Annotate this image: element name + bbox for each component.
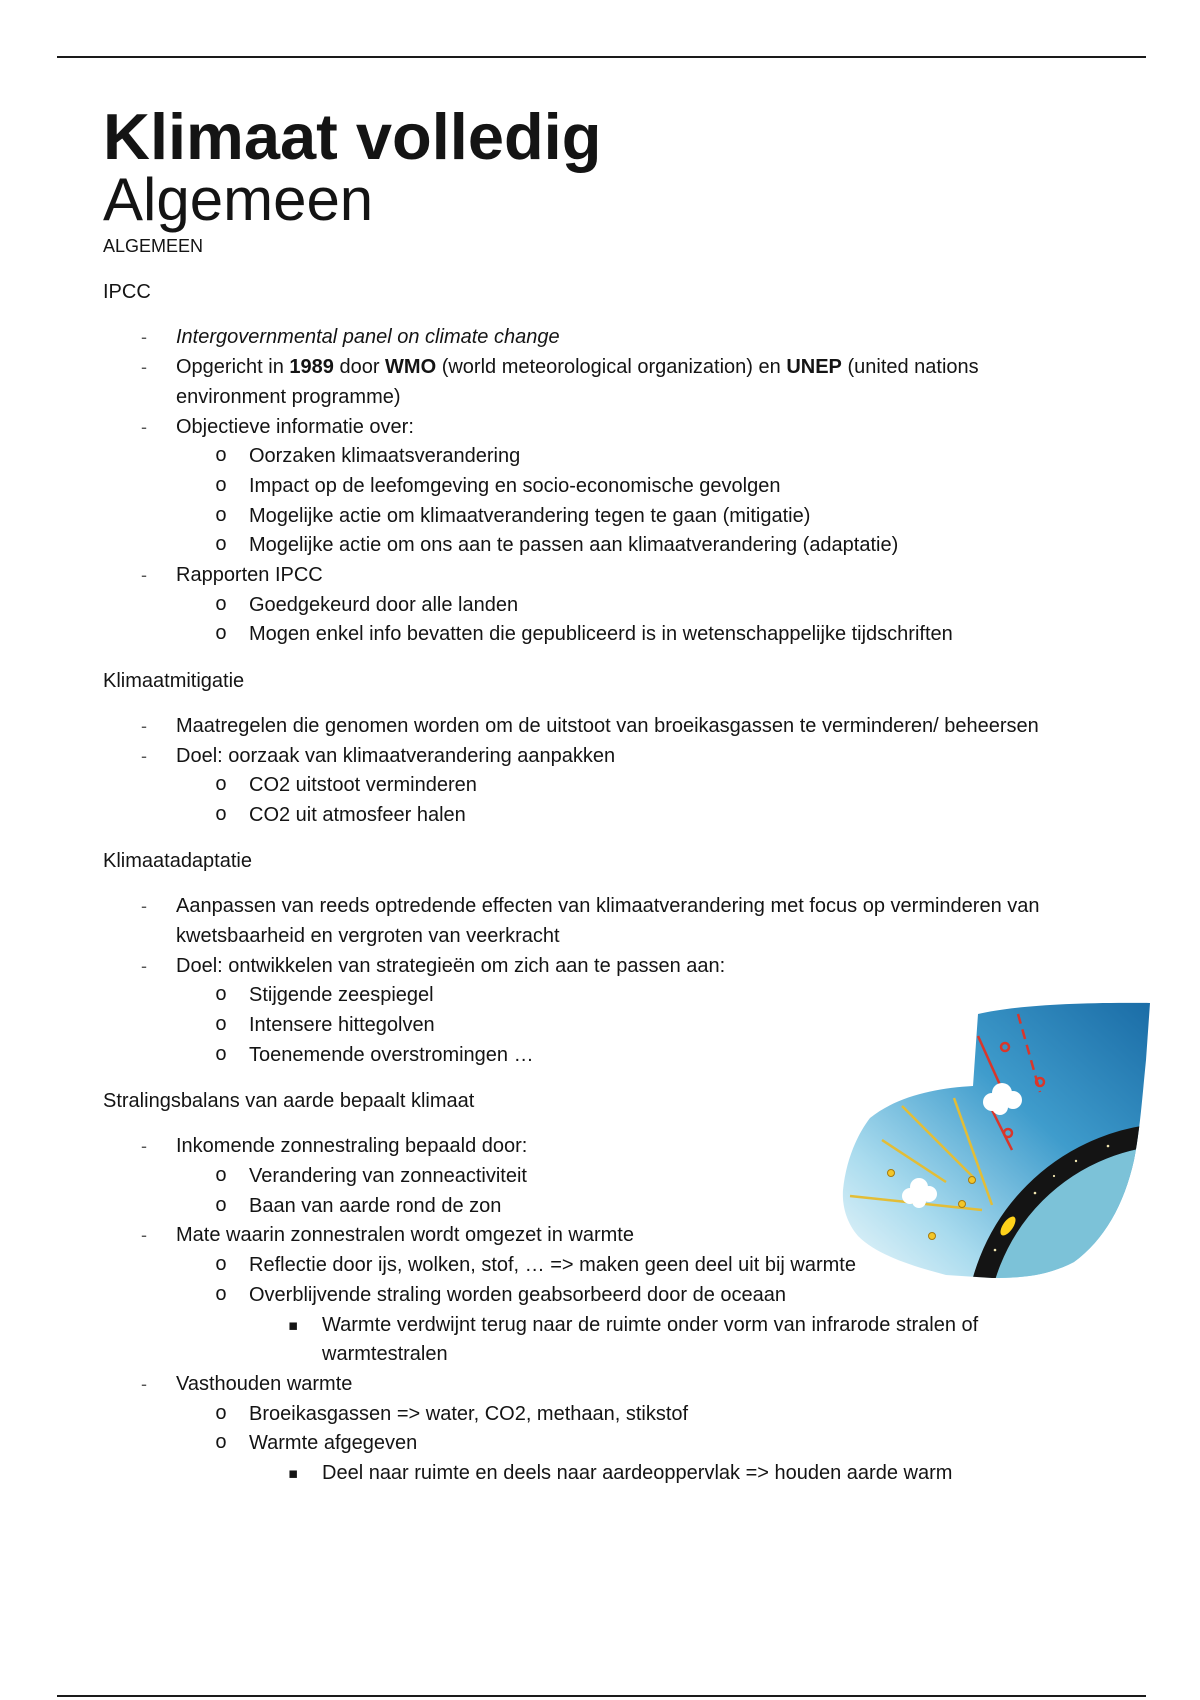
text-segment: (united nations environment programme) bbox=[176, 356, 979, 408]
bullet-dash: - bbox=[141, 1136, 147, 1157]
list-item-text: Aanpassen van reeds optredende effecten van klimaatverandering met focus op verminderen van kwetsbaarheid en vergroten van veerkracht bbox=[176, 895, 1040, 948]
sub-sub-list-item bbox=[103, 1459, 1076, 1489]
bullet-square: ▪ bbox=[288, 1464, 299, 1483]
bullet-dash: - bbox=[141, 745, 147, 766]
list-item-text: Intensere hittegolven bbox=[249, 1014, 435, 1037]
sub-list-item bbox=[103, 801, 1076, 831]
sub-sub-list-item bbox=[103, 1311, 1076, 1370]
document-body bbox=[103, 100, 1076, 1489]
chapter-heading: Algemeen bbox=[103, 166, 374, 233]
bullet-circle: o bbox=[215, 803, 228, 827]
bullet-circle: o bbox=[215, 1043, 228, 1067]
list-item-text: CO2 uit atmosfeer halen bbox=[249, 803, 466, 826]
bullet-circle: o bbox=[215, 623, 228, 647]
list-item bbox=[103, 353, 1076, 412]
sub-list bbox=[103, 771, 1076, 830]
sub-list bbox=[103, 1162, 1076, 1221]
sub-list-item bbox=[103, 1011, 1076, 1041]
section-heading-radiation-balance: Stralingsbalans van aarde bepaalt klimaat bbox=[103, 1090, 475, 1113]
sub-list-item bbox=[103, 1192, 1076, 1222]
list-item bbox=[103, 413, 1076, 562]
section-heading-ipcc: IPCC bbox=[103, 281, 151, 304]
sub-list bbox=[103, 591, 1076, 650]
section-heading-adaptation: Klimaatadaptatie bbox=[103, 850, 252, 873]
bullet-dash: - bbox=[141, 896, 147, 917]
list-item-text: Broeikasgassen => water, CO2, methaan, stikstof bbox=[249, 1402, 689, 1425]
sub-list-item bbox=[103, 502, 1076, 532]
adaptation-list bbox=[103, 892, 1076, 1070]
bullet-circle: o bbox=[215, 445, 228, 469]
list-item-text: Intergovernmental panel on climate change bbox=[176, 326, 560, 349]
section-label: ALGEMEEN bbox=[103, 236, 204, 256]
list-item bbox=[103, 892, 1076, 951]
list-item-text: Mogelijke actie om ons aan te passen aan klimaatverandering (adaptatie) bbox=[249, 534, 899, 557]
list-item-text: Baan van aarde rond de zon bbox=[249, 1194, 502, 1217]
sub-list-item bbox=[103, 981, 1076, 1011]
bullet-circle: o bbox=[215, 1254, 228, 1278]
list-item-text: Oorzaken klimaatsverandering bbox=[249, 445, 521, 468]
list-item bbox=[103, 1132, 1076, 1221]
list-item bbox=[103, 323, 1076, 353]
bullet-dash: - bbox=[141, 955, 147, 976]
document-title: Klimaat volledig bbox=[103, 100, 602, 173]
list-item-text: Mogelijke actie om klimaatverandering tegen te gaan (mitigatie) bbox=[249, 504, 811, 527]
sub-list bbox=[103, 981, 1076, 1070]
text-segment: (world meteorological organization) en bbox=[436, 356, 787, 379]
sub-list-item bbox=[103, 1400, 1076, 1430]
list-item-text: Mate waarin zonnestralen wordt omgezet in warmte bbox=[176, 1224, 634, 1247]
text-segment: door bbox=[333, 356, 386, 379]
list-item-text: Overblijvende straling worden geabsorbeerd door de oceaan bbox=[249, 1283, 787, 1306]
list-item-text: CO2 uitstoot verminderen bbox=[249, 774, 477, 797]
list-item-text: Objectieve informatie over: bbox=[176, 415, 414, 438]
sub-list-item bbox=[103, 620, 1076, 650]
text-segment: Opgericht in bbox=[176, 356, 290, 379]
list-item-text: Goedgekeurd door alle landen bbox=[249, 593, 519, 616]
list-item-text: Doel: oorzaak van klimaatverandering aanpakken bbox=[176, 744, 616, 767]
list-item-text: Reflectie door ijs, wolken, stof, … => maken geen deel uit bij warmte bbox=[249, 1254, 856, 1277]
list-item bbox=[103, 712, 1076, 742]
wmo-abbreviation: WMO bbox=[385, 356, 437, 379]
bullet-dash: - bbox=[141, 416, 147, 437]
bullet-dash: - bbox=[141, 1373, 147, 1394]
sub-list-item bbox=[103, 1041, 1076, 1071]
list-item-text: Deel naar ruimte en deels naar aardeoppervlak => houden aarde warm bbox=[322, 1462, 953, 1485]
ipcc-list bbox=[103, 323, 1076, 650]
list-item bbox=[103, 1221, 1076, 1370]
header-rule bbox=[57, 56, 1146, 58]
list-item-text: Doel: ontwikkelen van strategieën om zich aan te passen aan: bbox=[176, 954, 726, 977]
founding-year: 1989 bbox=[289, 356, 334, 379]
list-item-text: Toenemende overstromingen … bbox=[249, 1043, 534, 1066]
bullet-circle: o bbox=[215, 593, 228, 617]
sub-list-item bbox=[103, 1429, 1076, 1488]
sub-list-item bbox=[103, 531, 1076, 561]
list-item-text: Impact op de leefomgeving en socio-economische gevolgen bbox=[249, 474, 781, 497]
list-item bbox=[103, 742, 1076, 831]
unep-abbreviation: UNEP bbox=[786, 356, 842, 379]
list-item bbox=[103, 952, 1076, 1071]
sub-list-item bbox=[103, 771, 1076, 801]
bullet-circle: o bbox=[215, 1432, 228, 1456]
sub-list bbox=[103, 1400, 1076, 1489]
list-item bbox=[103, 561, 1076, 650]
sub-list-item bbox=[103, 1251, 1076, 1281]
list-item-text: Inkomende zonnestraling bepaald door: bbox=[176, 1135, 528, 1158]
sub-list-item bbox=[103, 591, 1076, 621]
list-item-text: Mogen enkel info bevatten die gepubliceerd is in wetenschappelijke tijdschriften bbox=[249, 623, 953, 646]
sub-sub-list bbox=[103, 1311, 1076, 1370]
radiation-list bbox=[103, 1132, 1076, 1488]
list-item-text: Verandering van zonneactiviteit bbox=[249, 1164, 527, 1187]
sub-list-item bbox=[103, 1162, 1076, 1192]
footer-rule bbox=[57, 1695, 1146, 1697]
list-item-text: Warmte verdwijnt terug naar de ruimte onder vorm van infrarode stralen of warmtestralen bbox=[322, 1313, 979, 1366]
bullet-square: ▪ bbox=[288, 1315, 299, 1334]
bullet-dash: - bbox=[141, 565, 147, 586]
bullet-dash: - bbox=[141, 357, 147, 378]
section-heading-mitigation: Klimaatmitigatie bbox=[103, 669, 245, 692]
bullet-dash: - bbox=[141, 715, 147, 736]
list-item-text: Stijgende zeespiegel bbox=[249, 984, 434, 1007]
bullet-circle: o bbox=[215, 474, 228, 498]
bullet-dash: - bbox=[141, 327, 147, 348]
list-item-text: Vasthouden warmte bbox=[176, 1372, 353, 1395]
list-item-text: Rapporten IPCC bbox=[176, 564, 323, 587]
sub-list-item bbox=[103, 472, 1076, 502]
list-item-text: Maatregelen die genomen worden om de uitstoot van broeikasgassen te verminderen/ beheersen bbox=[176, 714, 1039, 737]
bullet-circle: o bbox=[215, 1283, 228, 1307]
bullet-circle: o bbox=[215, 534, 228, 558]
list-item-text bbox=[176, 356, 979, 408]
bullet-circle: o bbox=[215, 1164, 228, 1188]
list-item bbox=[103, 1370, 1076, 1489]
bullet-circle: o bbox=[215, 774, 228, 798]
bullet-dash: - bbox=[141, 1225, 147, 1246]
bullet-circle: o bbox=[215, 1194, 228, 1218]
sub-list bbox=[103, 1251, 1076, 1370]
bullet-circle: o bbox=[215, 1402, 228, 1426]
bullet-circle: o bbox=[215, 1014, 228, 1038]
sub-sub-list bbox=[103, 1459, 1076, 1489]
list-item-text: Warmte afgegeven bbox=[249, 1432, 418, 1455]
sub-list-item bbox=[103, 1281, 1076, 1370]
sub-list-item bbox=[103, 442, 1076, 472]
sub-list bbox=[103, 442, 1076, 561]
mitigation-list bbox=[103, 712, 1076, 831]
bullet-circle: o bbox=[215, 504, 228, 528]
bullet-circle: o bbox=[215, 984, 228, 1008]
